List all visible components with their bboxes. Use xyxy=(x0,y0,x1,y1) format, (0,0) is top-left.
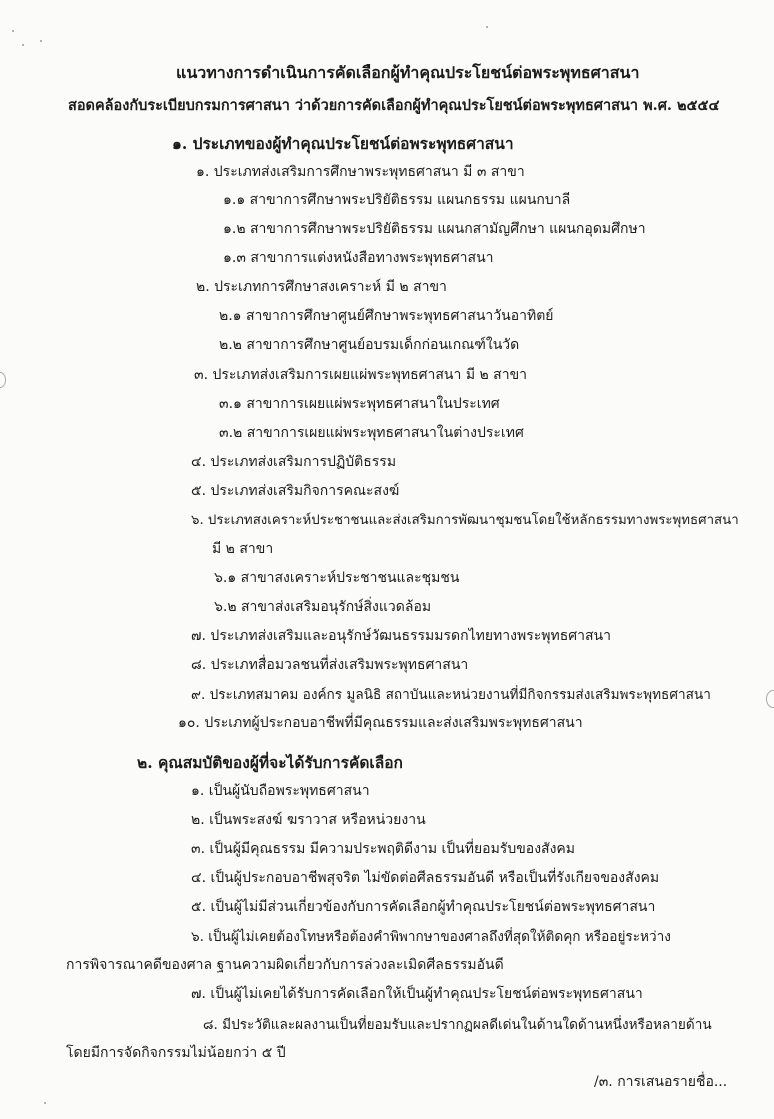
qualification-6: ๖. เป็นผู้ไม่เคยต้องโทษหรือต้องคำพิพากษาของศาลถึงที่สุดให้ติดคุก หรืออยู่ระหว่าง xyxy=(191,929,671,945)
category-6: ๖. ประเภทสงเคราะห์ประชาชนและส่งเสริมการพัฒนาชุมชนโดยใช้หลักธรรมทางพระพุทธศาสนา xyxy=(191,513,739,528)
qualification-8: ๘. มีประวัติและผลงานเป็นที่ยอมรับและปรากฏผลดีเด่นในด้านใดด้านหนึ่งหรือหลายด้าน xyxy=(203,1017,712,1033)
document-subtitle: สอดคล้องกับระเบียบกรมการศาสนา ว่าด้วยการคัดเลือกผู้ทำคุณประโยชน์ต่อพระพุทธศาสนา พ.ศ. ๒๕๕๔ xyxy=(68,97,720,114)
document-title: แนวทางการดำเนินการคัดเลือกผู้ทำคุณประโยชน์ต่อพระพุทธศาสนา xyxy=(176,63,640,82)
category-6-branch-2: ๖.๒ สาขาส่งเสริมอนุรักษ์สิ่งแวดล้อม xyxy=(214,599,432,615)
scan-speck xyxy=(486,26,488,28)
category-1-branch-1: ๑.๑ สาขาการศึกษาพระปริยัติธรรม แผนกธรรม แผนกบาลี xyxy=(223,192,571,208)
category-6-branch-1: ๖.๑ สาขาสงเคราะห์ประชาชนและชุมชน xyxy=(214,570,460,586)
category-6-continuation: มี ๒ สาขา xyxy=(212,541,274,557)
category-7: ๗. ประเภทส่งเสริมและอนุรักษ์วัฒนธรรมมรดกไทยทางพระพุทธศาสนา xyxy=(191,628,611,644)
category-4: ๔. ประเภทส่งเสริมการปฏิบัติธรรม xyxy=(191,454,397,470)
category-2-branch-1: ๒.๑ สาขาการศึกษาศูนย์ศึกษาพระพุทธศาสนาวันอาทิตย์ xyxy=(219,308,554,324)
qualification-8-continuation: โดยมีการจัดกิจกรรมไม่น้อยกว่า ๕ ปี xyxy=(66,1045,286,1061)
category-3-branch-1: ๓.๑ สาขาการเผยแผ่พระพุทธศาสนาในประเทศ xyxy=(219,396,500,412)
category-5: ๕. ประเภทส่งเสริมกิจการคณะสงฆ์ xyxy=(191,483,400,499)
category-10: ๑๐. ประเภทผู้ประกอบอาชีพที่มีคุณธรรมและส่งเสริมพระพุทธศาสนา xyxy=(178,715,583,731)
category-2-branch-2: ๒.๒ สาขาการศึกษาศูนย์อบรมเด็กก่อนเกณฑ์ในวัด xyxy=(219,337,520,353)
section-1-heading: ๑. ประเภทของผู้ทำคุณประโยชน์ต่อพระพุทธศาสนา xyxy=(172,134,514,153)
continuation-note: /๓. การเสนอรายชื่อ... xyxy=(594,1074,728,1090)
scan-edge-mark xyxy=(766,690,774,708)
qualification-5: ๕. เป็นผู้ไม่มีส่วนเกี่ยวข้องกับการคัดเลือกผู้ทำคุณประโยชน์ต่อพระพุทธศาสนา xyxy=(191,899,656,915)
category-9: ๙. ประเภทสมาคม องค์กร มูลนิธิ สถาบันและหน่วยงานที่มีกิจกรรมส่งเสริมพระพุทธศาสนา xyxy=(191,687,711,703)
category-1-branch-2: ๑.๒ สาขาการศึกษาพระปริยัติธรรม แผนกสามัญศึกษา แผนกอุดมศึกษา xyxy=(223,221,646,237)
qualification-2: ๒. เป็นพระสงฆ์ ฆราวาส หรือหน่วยงาน xyxy=(191,812,426,828)
qualification-3: ๓. เป็นผู้มีคุณธรรม มีความประพฤติดีงาม เป็นที่ยอมรับของสังคม xyxy=(191,841,576,857)
qualification-4: ๔. เป็นผู้ประกอบอาชีพสุจริต ไม่ขัดต่อศีลธรรมอันดี หรือเป็นที่รังเกียจของสังคม xyxy=(191,870,660,886)
category-1-branch-3: ๑.๓ สาขาการแต่งหนังสือทางพระพุทธศาสนา xyxy=(223,250,494,266)
category-3: ๓. ประเภทส่งเสริมการเผยแผ่พระพุทธศาสนา มี ๒ สาขา xyxy=(194,367,528,383)
scan-speck xyxy=(12,30,14,32)
scan-speck xyxy=(40,40,42,42)
qualification-1: ๑. เป็นผู้นับถือพระพุทธศาสนา xyxy=(191,783,370,799)
scan-speck xyxy=(22,44,24,46)
category-8: ๘. ประเภทสื่อมวลชนที่ส่งเสริมพระพุทธศาสนา xyxy=(191,657,469,673)
qualification-6-continuation: การพิจารณาคดีของศาล ฐานความผิดเกี่ยวกับการล่วงละเมิดศีลธรรมอันดี xyxy=(66,957,504,973)
category-1: ๑. ประเภทส่งเสริมการศึกษาพระพุทธศาสนา มี ๓ สาขา xyxy=(196,164,525,180)
scan-speck xyxy=(44,1102,46,1104)
scan-edge-mark xyxy=(0,372,6,388)
category-3-branch-2: ๓.๒ สาขาการเผยแผ่พระพุทธศาสนาในต่างประเทศ xyxy=(219,425,524,441)
qualification-7: ๗. เป็นผู้ไม่เคยได้รับการคัดเลือกให้เป็นผู้ทำคุณประโยชน์ต่อพระพุทธศาสนา xyxy=(191,986,643,1002)
category-2: ๒. ประเภทการศึกษาสงเคราะห์ มี ๒ สาขา xyxy=(196,279,447,295)
section-2-heading: ๒. คุณสมบัติของผู้ที่จะได้รับการคัดเลือก xyxy=(137,753,403,772)
